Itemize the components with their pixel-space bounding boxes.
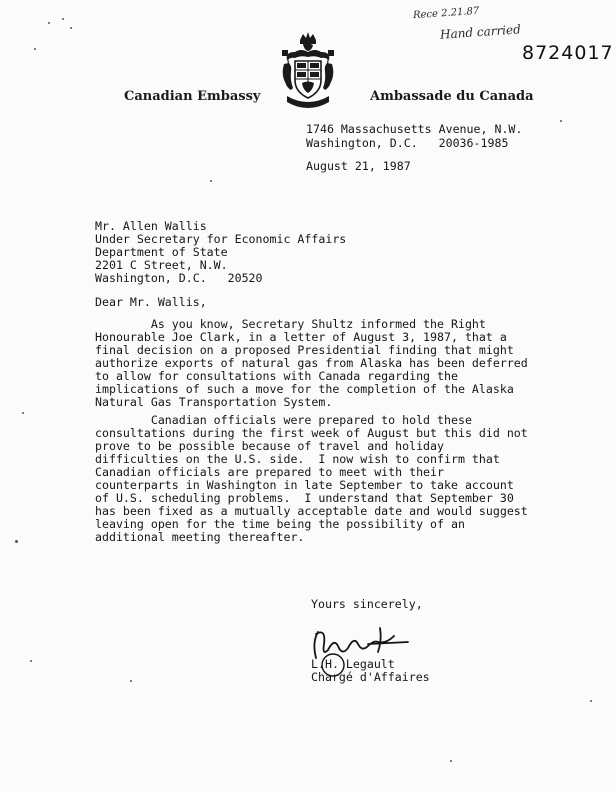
letterhead-french-title: Ambassade du Canada [370,89,534,104]
paragraph-2-line: of U.S. scheduling problems. I understand that September 30 [95,491,514,505]
signatory-name: L.H. Legault [311,657,395,671]
coat-of-arms-icon [279,30,337,110]
scan-speck [450,760,452,762]
paragraph-2-line: consultations during the first week of August but this did not [95,426,528,440]
recipient-name: Mr. Allen Wallis [95,219,207,233]
recipient-city: Washington, D.C. 20520 [95,271,263,285]
paragraph-2-line: leaving open for the time being the possibility of an [95,517,465,531]
scan-speck [34,48,36,50]
scan-speck [22,412,24,414]
paragraph-1-line: implications of such a move for the completion of the Alaska [95,382,514,396]
paragraph-2-line: Canadian officials are prepared to meet with their [95,465,445,479]
letterhead-english-title: Canadian Embassy [124,89,261,104]
paragraph-2-line: Canadian officials were prepared to hold these [95,413,472,427]
paragraph-2-line: difficulties on the U.S. side. I now wish to confirm that [95,452,500,466]
paragraph-2-line: counterparts in Washington in late September to take account [95,478,514,492]
scan-speck [62,18,64,20]
paragraph-2-line: has been fixed as a mutually acceptable date and would suggest [95,504,528,518]
scan-speck [70,27,72,29]
scan-speck [48,22,50,24]
paragraph-2-line: prove to be possible because of travel and holiday [95,439,445,453]
scan-speck [210,180,212,182]
recipient-street: 2201 C Street, N.W. [95,258,228,272]
sender-address-line2: Washington, D.C. 20036-1985 [306,136,509,150]
closing: Yours sincerely, [311,597,423,611]
paragraph-1-line: authorize exports of natural gas from Alaska has been deferred [95,356,528,370]
paragraph-1-line: to allow for consultations with Canada regarding the [95,369,458,383]
sender-address-line1: 1746 Massachusetts Avenue, N.W. [306,122,523,136]
scan-speck [15,540,18,543]
handwritten-hand-carried-note: Hand carried [439,22,522,42]
scan-speck [560,120,562,122]
scan-speck [590,700,592,702]
scan-speck [30,660,32,662]
recipient-department: Department of State [95,245,228,259]
paragraph-1-line: Honourable Joe Clark, in a letter of August 3, 1987, that a [95,330,507,344]
recipient-title: Under Secretary for Economic Affairs [95,232,347,246]
paragraph-1-line: final decision on a proposed Presidential finding that might [95,343,514,357]
document-number: 8724017 [522,42,614,64]
paragraph-1-line: As you know, Secretary Shultz informed the Right [95,317,486,331]
handwritten-receipt-note: Rece 2.21.87 [412,5,480,22]
paragraph-1-line: Natural Gas Transportation System. [95,395,333,409]
salutation: Dear Mr. Wallis, [95,295,207,309]
scan-speck [130,680,132,682]
letter-date: August 21, 1987 [306,159,411,173]
signatory-title: Chargé d'Affaires [311,670,430,684]
paragraph-2-line: additional meeting thereafter. [95,530,305,544]
